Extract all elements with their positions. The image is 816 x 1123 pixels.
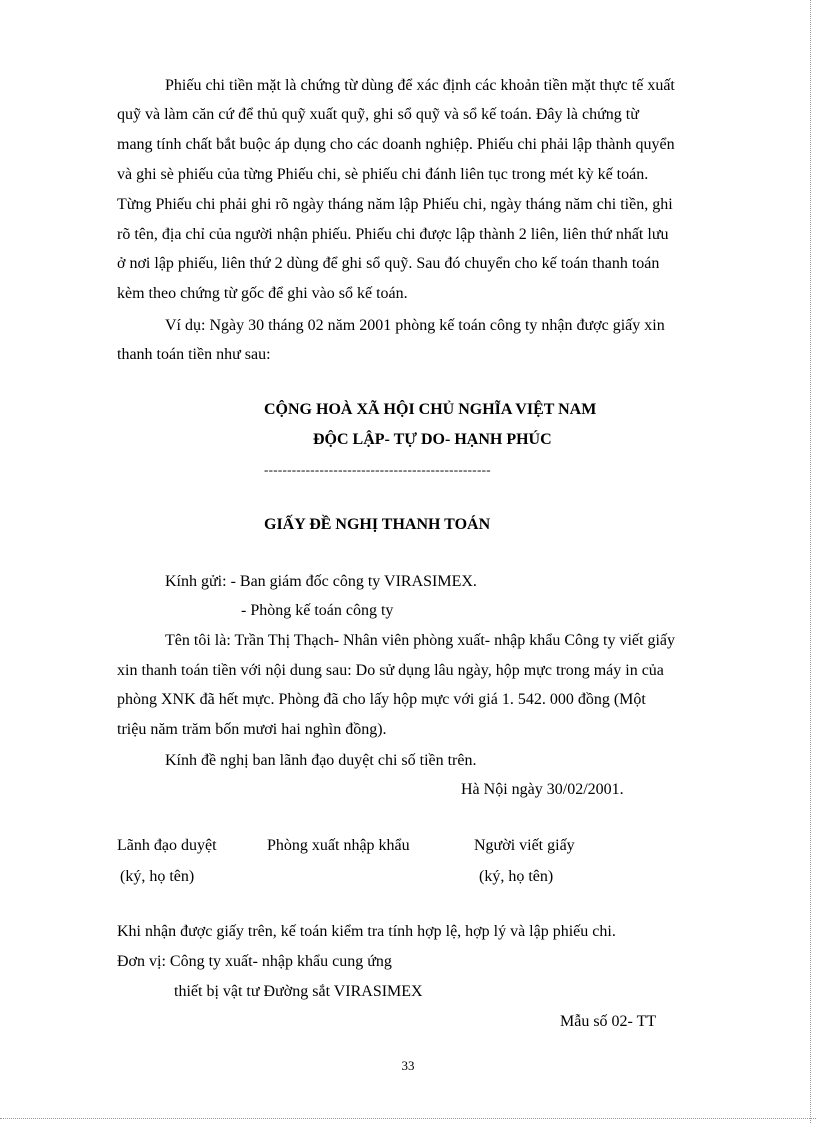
signature-writer-sub: (ký, họ tên) — [479, 868, 554, 885]
intro-line-1: Phiếu chi tiền mặt là chứng từ dùng để xác định các khoản tiền mặt thực tế xuất — [165, 77, 675, 94]
date-line: Hà Nội ngày 30/02/2001. — [461, 781, 624, 798]
intro-line-3: mang tính chất bắt buộc áp dụng cho các doanh nghiệp. Phiếu chi phải lập thành quyển — [117, 136, 675, 153]
national-title: CỘNG HOÀ XÃ HỘI CHỦ NGHĨA VIỆT NAM — [264, 401, 597, 418]
intro-line-2: quỹ và làm căn cứ để thủ quỹ xuất quỹ, ghi sổ quỹ và sổ kế toán. Đây là chứng từ — [117, 106, 639, 123]
page-bottom-border — [0, 1118, 816, 1119]
national-motto: ĐỘC LẬP- TỰ DO- HẠNH PHÚC — [313, 431, 552, 448]
unit-line-1: Đơn vị: Công ty xuất- nhập khẩu cung ứng — [117, 953, 392, 970]
after-text: Khi nhận được giấy trên, kế toán kiểm tra tính hợp lệ, hợp lý và lập phiếu chi. — [117, 923, 616, 940]
intro-line-8: kèm theo chứng từ gốc để ghi vào sổ kế toán. — [117, 285, 408, 302]
signature-department-title: Phòng xuất nhập khẩu — [267, 837, 410, 854]
signature-approver-sub: (ký, họ tên) — [120, 868, 195, 885]
body-line-2: xin thanh toán tiền với nội dung sau: Do sử dụng lâu ngày, hộp mực trong máy in của — [117, 662, 664, 679]
recipient-line-1: Kính gửi: - Ban giám đốc công ty VIRASIMEX. — [165, 573, 477, 590]
intro-line-5: Từng Phiếu chi phải ghi rõ ngày tháng năm lập Phiếu chi, ngày tháng năm chi tiền, ghi — [117, 196, 673, 213]
header-separator: ------------------------------------------------- — [264, 462, 491, 477]
request-line: Kính đề nghị ban lãnh đạo duyệt chi số tiền trên. — [165, 752, 477, 769]
body-line-3: phòng XNK đã hết mực. Phòng đã cho lấy hộp mực với giá 1. 542. 000 đồng (Một — [117, 691, 646, 708]
example-line-2: thanh toán tiền như sau: — [117, 346, 271, 363]
unit-line-2: thiết bị vật tư Đường sắt VIRASIMEX — [174, 983, 423, 1000]
example-line-1: Ví dụ: Ngày 30 tháng 02 năm 2001 phòng kế toán công ty nhận được giấy xin — [165, 317, 665, 334]
body-line-1: Tên tôi là: Trần Thị Thạch- Nhân viên phòng xuất- nhập khẩu Công ty viết giấy — [165, 632, 675, 649]
intro-line-4: và ghi sè phiếu của từng Phiếu chi, sè phiếu chi đánh liên tục trong mét kỳ kế toán. — [117, 166, 649, 183]
signature-approver-title: Lãnh đạo duyệt — [117, 837, 217, 854]
intro-line-7: ở nơi lập phiếu, liên thứ 2 dùng để ghi sổ quỹ. Sau đó chuyển cho kế toán thanh toán — [117, 255, 660, 272]
document-title: GIẤY ĐỀ NGHỊ THANH TOÁN — [264, 516, 491, 533]
intro-line-6: rõ tên, địa chỉ của người nhận phiếu. Phiếu chi được lập thành 2 liên, liên thứ nhất lưu — [117, 226, 669, 243]
form-number: Mẫu số 02- TT — [560, 1013, 657, 1030]
body-line-4: triệu năm trăm bốn mươi hai nghìn đồng). — [117, 721, 387, 738]
page-number: 33 — [401, 1058, 415, 1073]
recipient-line-2: - Phòng kế toán công ty — [241, 602, 394, 619]
signature-writer-title: Người viết giấy — [474, 837, 575, 854]
page-right-border — [810, 0, 811, 1123]
